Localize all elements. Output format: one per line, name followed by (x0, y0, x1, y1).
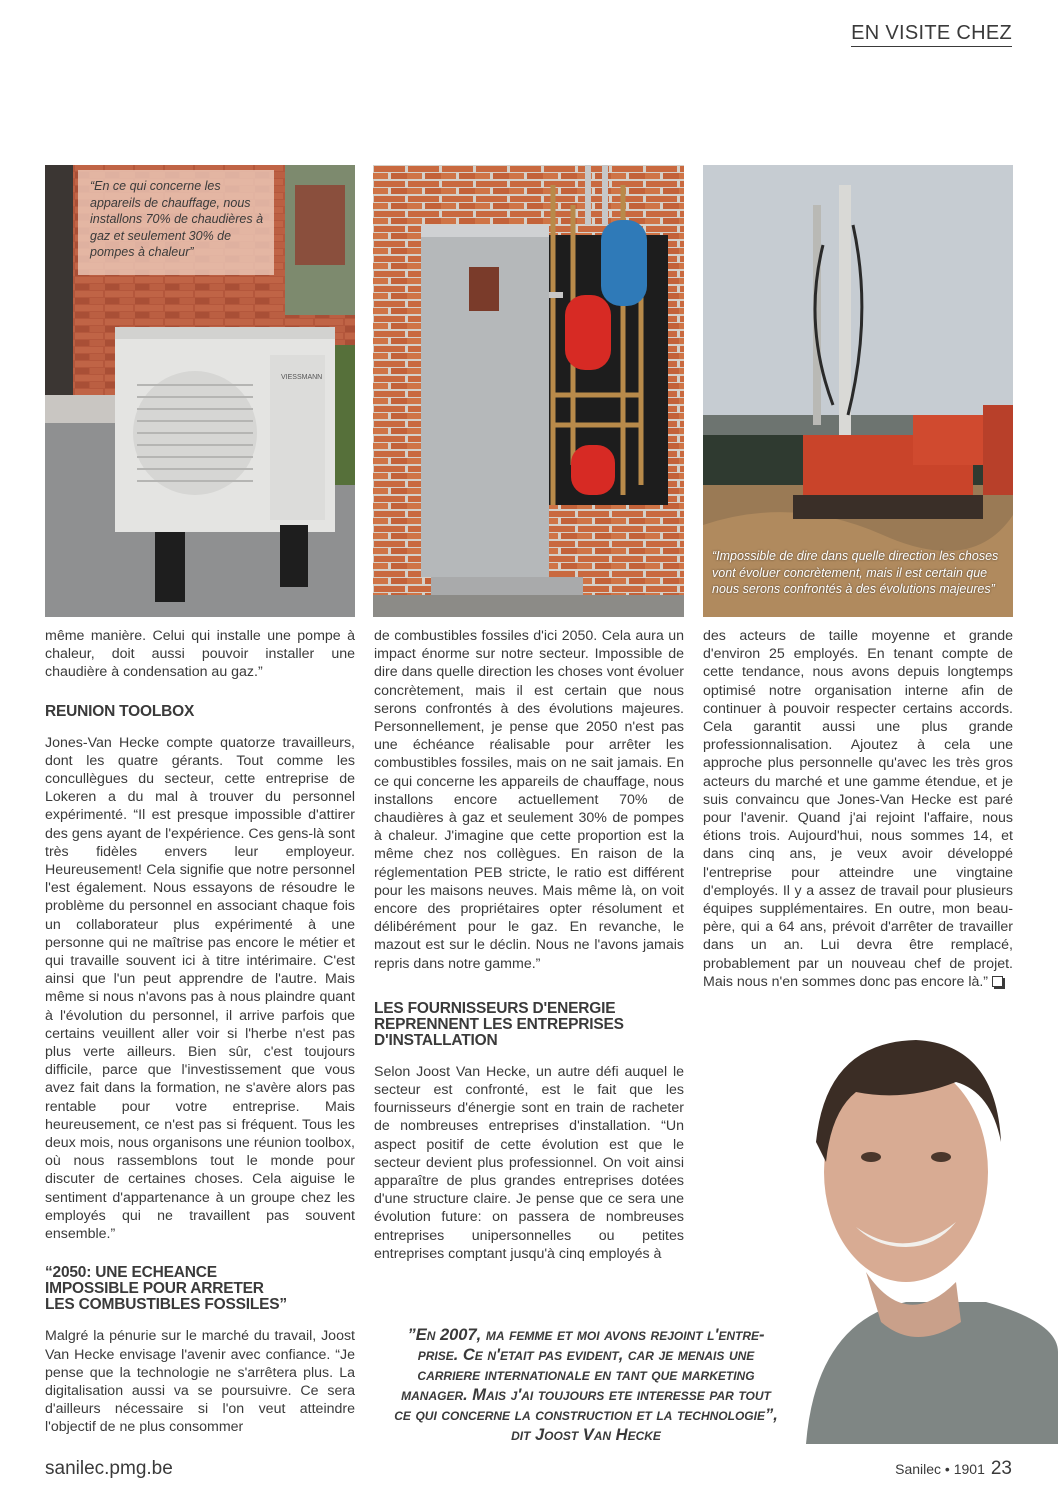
portrait-joost-van-hecke (786, 1022, 1058, 1444)
pull-quote-line: ”En 2007, ma femme et moi avons rejoint l'entre- (407, 1326, 765, 1344)
pull-quote-line: manager. Mais j'ai toujours ete interesse par tout (401, 1386, 771, 1404)
subheading-line: D'INSTALLATION (374, 1031, 498, 1049)
article-column-2 (374, 627, 684, 1263)
subheading-2050 (45, 1265, 355, 1313)
footer-website-link[interactable]: sanilec.pmg.be (45, 1458, 173, 1479)
pull-quote-attribution: dit Joost Van Hecke (511, 1426, 661, 1444)
paragraph: de combustibles fossiles d'ici 2050. Cela aura un impact énorme sur notre secteur. Impossible de dire dans quelle direction les choses vont évoluer concrètement, mais il est certain que nous serons confrontés à des évolutions majeures. Personnellement, je pense que 2050 n'est pas une échéance réalisable pour arrêter les combustibles fossiles, mais on ne sait jamais. En ce qui concerne les appareils de chauffage, nous installons encore actuellement 70% de chaudières à gaz et seulement 30% de pompes à chaleur. J'imagine que cette proportion est la même chez nos collègues. En raison de la réglementation PEB stricte, le ratio est différent pour les maisons neuves. Mais même là, on voit encore des propriétaires opter résolument et délibérément pour le gaz. En revanche, le mazout est sur le déclin. Nous ne l'avons jamais repris dans notre gamme.” (374, 628, 684, 972)
paragraph: même manière. Celui qui installe une pompe à chaleur, doit aussi pouvoir installer une chaudière à condensation au gaz.” (45, 628, 355, 681)
section-tag: EN VISITE CHEZ (851, 22, 1012, 47)
pull-quote-line: prise. Ce n'etait pas evident, car je menais une (417, 1346, 755, 1364)
pull-quote-line: ce qui concerne la construction et la technologie”, (394, 1406, 778, 1424)
paragraph: Malgré la pénurie sur le marché du travail, Joost Van Hecke envisage l'avenir avec confiance. “Je pense que la technologie ne s'arrêtera plus. La digitalisation aussi va se poursuivre. Ce sera d'ailleurs nécessaire si l'on veut atteindre l'objectif de ne plus consommer (45, 1328, 355, 1436)
subheading-line: REPRENNENT LES ENTREPRISES (374, 1015, 624, 1033)
article-column-1 (45, 627, 355, 1437)
footer-issue-info (895, 1458, 1012, 1480)
page-number: 23 (990, 1458, 1012, 1479)
subheading-line: “2050: UNE ECHEANCE (45, 1264, 217, 1282)
subheading-reunion-toolbox: REUNION TOOLBOX (45, 702, 195, 720)
article-column-3 (703, 627, 1013, 991)
magazine-issue: Sanilec • 1901 (895, 1461, 985, 1477)
paragraph: Selon Joost Van Hecke, un autre défi auquel le secteur est confronté, est le fait que les fournisseurs d'énergie sont en train de racheter de nombreuses entreprises d'installation. “Un aspect positif de cette évolution est que le secteur devient plus professionnel. On voit ainsi apparaître de plus grandes entreprises dotées d'une structure claire. Je pense que ce sera une évolution future: on passera de nombreuses entreprises unipersonnelles ou petites entreprises comptant jusqu'à cinq employés à (374, 1063, 684, 1262)
photo-caption-left: “En ce qui concerne les appareils de chauffage, nous installons 70% de chaudières à gaz et seulement 30% de pompes à chaleur” (78, 170, 274, 275)
subheading-line: LES COMBUSTIBLES FOSSILES” (45, 1296, 287, 1314)
subheading-line: IMPOSSIBLE POUR ARRETER (45, 1280, 264, 1298)
pull-quote-line: carriere internationale en tant que marketing (417, 1366, 755, 1384)
photo-caption-right: “Impossible de dire dans quelle direction les choses vont évoluer concrètement, mais il est certain que nous serons confrontés à des évolutions majeures” (712, 549, 999, 596)
photo-indoor-unit (373, 165, 684, 617)
subheading-fournisseurs (374, 1001, 684, 1049)
subheading-line: LES FOURNISSEURS D'ENERGIE (374, 999, 616, 1017)
paragraph (703, 627, 1013, 991)
paragraph-text: des acteurs de taille moyenne et grande d'environ 25 employés. En tenant compte de cette tendance, nous avons depuis longtemps optimisé notre organisation interne afin de continuer à pouvoir respecter certains accords. Cela garantit aussi une plus grande professionnalisation. Ajoutez à cela une approche plus personnelle qu'avec les très gros acteurs du marché et une gamme étendue, et je suis convaincu que Jones-Van Hecke est paré pour l'avenir. Quand j'ai rejoint l'affaire, nous étions trois. Aujourd'hui, nous sommes 14, et dans cinq ans, je veux avoir développé l'entreprise pour atteindre une vingtaine d'employés. Il y a assez de travail pour plusieurs équipes supplémentaires. En outre, mon beau-père, qui a 64 ans, prévoit d'arrêter de travailler dans un an. Lui devra être remplacé, probablement par un nouveau chef de projet. Mais nous n'en sommes donc pas encore là.” (703, 628, 1013, 990)
pull-quote (372, 1325, 800, 1445)
brand-label: VIESSMANN (281, 374, 323, 381)
paragraph: Jones-Van Hecke compte quatorze travailleurs, dont les quatre gérants. Tout comme les concullègues du secteur, cette entreprise de Lokeren a du mal à trouver du personnel expérimenté. “Il est presque impossible d'attirer des gens ayant de l'expérience. Ces gens-là sont très fidèles envers leur employeur. Heureusement! Cela signifie que notre personnel l'est également. Nous essayons de résoudre le problème du personnel en associant chaque fois un collaborateur plus expérimenté à une personne qui ne maîtrise pas encore le métier et qui travaille souvent ici à titre intérimaire. C'est ainsi que l'un peut apprendre de l'autre. Mais même si nous n'avons pas à nous plaindre quant à l'évolution du personnel, il arrive parfois que certains veuillent aller voir si l'herbe n'est pas plus verte ailleurs. Bien sûr, c'est toujours difficile, parce que l'investissement que vous avez fait dans la formation, ne s'avère alors pas rentable pour votre entreprise. Mais heureusement, ce n'est pas si fréquent. Tous les deux mois, nous organisons une réunion toolbox, où nous rassemblons tout le monde pour discuter de certaines choses. Cela aiguise le sentiment d'appartenance à un groupe chez les employés qui ne travaillent pas souvent ensemble.” (45, 734, 355, 1243)
end-of-article-icon (992, 976, 1003, 987)
